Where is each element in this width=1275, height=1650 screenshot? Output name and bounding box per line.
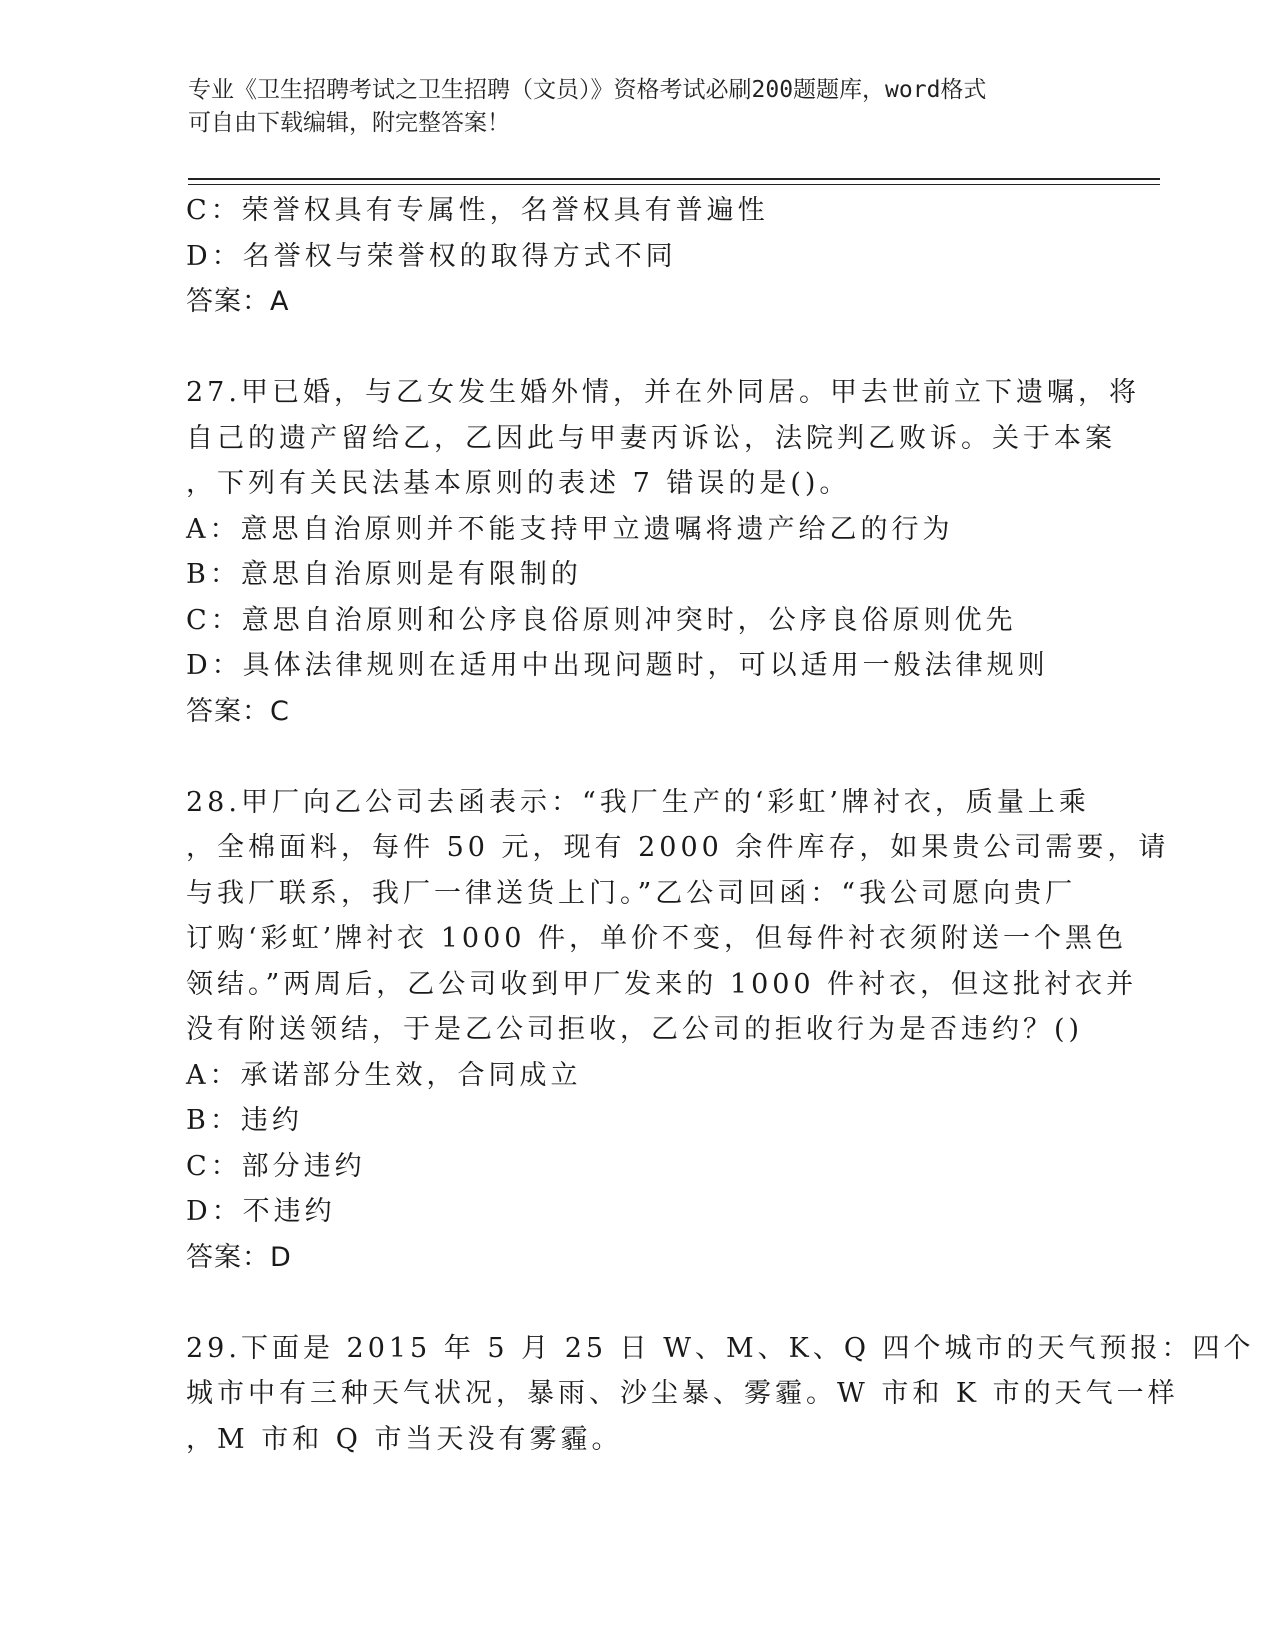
question-stem-line: 28.甲厂向乙公司去函表示：“我厂生产的‘彩虹’牌衬衣，质量上乘 (186, 786, 1090, 818)
question-29 (186, 1326, 1255, 1463)
header-divider-thin (188, 184, 1160, 185)
question-stem-line: 领结。”两周后，乙公司收到甲厂发来的 1000 件衬衣，但这批衬衣并 (186, 968, 1138, 1000)
question-stem-line: ，M 市和 Q 市当天没有雾霾。 (186, 1423, 623, 1455)
question-stem-line: ，全棉面料，每件 50 元，现有 2000 余件库存，如果贵公司需要，请 (186, 832, 1170, 863)
question-stem-line: 没有附送领结，于是乙公司拒收，乙公司的拒收行为是否违约？() (186, 1014, 1084, 1045)
spacer (186, 734, 1086, 780)
option-a: A：承诺部分生效，合同成立 (186, 1059, 582, 1091)
question-stem-line: 城市中有三种天气状况，暴雨、沙尘暴、雾霾。W 市和 K 市的天气一样 (186, 1378, 1179, 1409)
option-b: B：意思自治原则是有限制的 (186, 559, 582, 590)
option-a: A：意思自治原则并不能支持甲立遗嘱将遗产给乙的行为 (186, 513, 954, 545)
header-divider-thick (188, 178, 1160, 180)
option-c: C：荣誉权具有专属性，名誉权具有普遍性 (186, 195, 769, 226)
question-26-tail (186, 188, 1086, 325)
spacer (186, 1280, 1086, 1326)
header-line-1: 专业《卫生招聘考试之卫生招聘（文员）》资格考试必刷200题题库，word格式 (188, 77, 987, 103)
question-stem-line: 29.下面是 2015 年 5 月 25 日 W、M、K、Q 四个城市的天气预报：四个 (186, 1332, 1255, 1364)
option-d: D：具体法律规则在适用中出现问题时，可以适用一般法律规则 (186, 650, 1049, 681)
spacer (186, 325, 1086, 371)
question-stem-line: 27.甲已婚，与乙女发生婚外情，并在外同居。甲去世前立下遗嘱，将 (186, 377, 1140, 408)
answer-line: 答案：C (186, 695, 290, 727)
document-body (186, 188, 1255, 1462)
question-stem-line: 与我厂联系，我厂一律送货上门。”乙公司回函：“我公司愿向贵厂 (186, 877, 1077, 909)
question-stem-line: ，下列有关民法基本原则的表述 7 错误的是()。 (186, 468, 851, 499)
option-d: D：不违约 (186, 1196, 336, 1227)
question-27 (186, 370, 1140, 734)
question-28 (186, 780, 1170, 1281)
answer-line: 答案：A (186, 286, 290, 317)
question-stem-line: 订购‘彩虹’牌衬衣 1000 件，单价不变，但每件衬衣须附送一个黑色 (186, 923, 1128, 954)
option-c: C：部分违约 (186, 1150, 366, 1182)
question-stem-line: 自己的遗产留给乙，乙因此与甲妻丙诉讼，法院判乙败诉。关于本案 (186, 422, 1116, 454)
option-d: D：名誉权与荣誉权的取得方式不同 (186, 240, 677, 272)
option-b: B：违约 (186, 1105, 303, 1136)
option-c: C：意思自治原则和公序良俗原则冲突时，公序良俗原则优先 (186, 604, 1017, 636)
header-line-2: 可自由下载编辑，附完整答案！ (188, 110, 510, 136)
document-header (188, 74, 1088, 140)
answer-line: 答案：D (186, 1241, 292, 1273)
